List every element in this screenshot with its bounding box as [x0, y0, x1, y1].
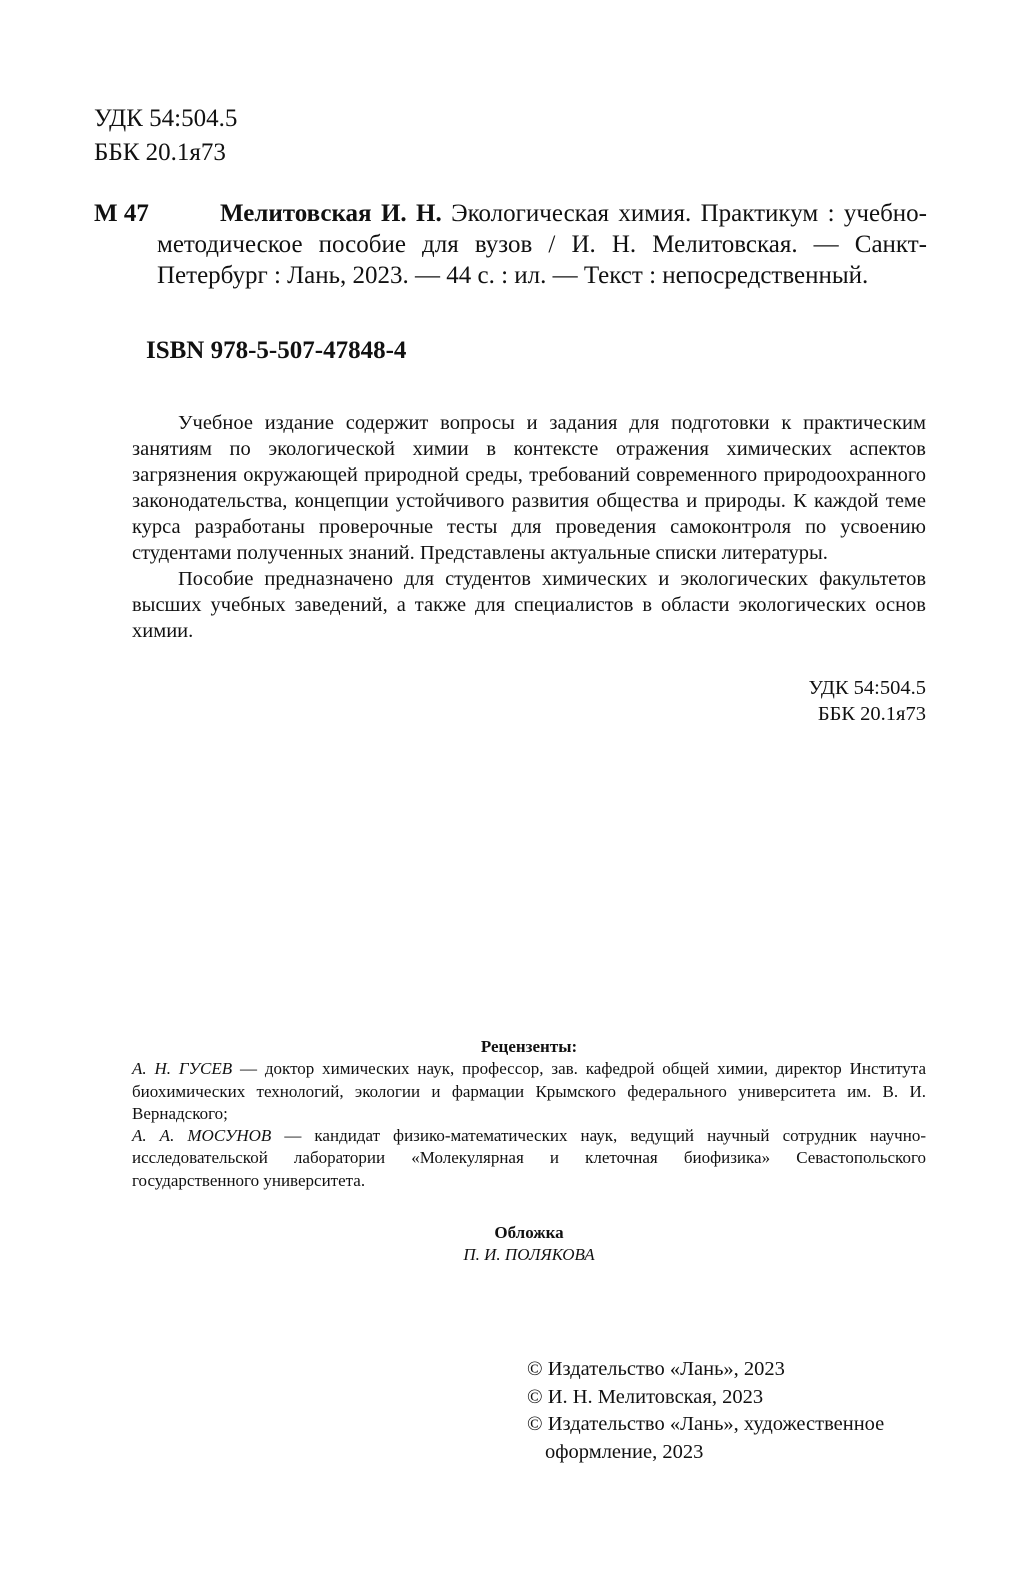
reviewer-credentials: — кандидат физико-математических наук, ведущий научный сотрудник научно-исследовательской лаборатории «Молекулярная и клеточная биофизика» Севастопольского государственного университета.	[132, 1126, 926, 1190]
copyright-line: © Издательство «Лань», 2023	[527, 1358, 785, 1380]
reviewer-name: А. Н. ГУСЕВ	[132, 1059, 233, 1079]
copyright-line: © И. Н. Мелитовская, 2023	[527, 1385, 764, 1408]
cover-credit	[132, 1222, 926, 1266]
cover-designer: П. И. ПОЛЯКОВА	[463, 1245, 595, 1264]
annotation-paragraph: Учебное издание содержит вопросы и задания для подготовки к практическим занятиям по экологической химии в контексте отражения химических аспектов загрязнения окружающей природной среды, требований современного природоохранного законодательства, концепции устойчивого развития общества и природы. К каждой теме курса разработаны проверочные тесты для проведения самоконтроля по усвоению студентами полученных знаний. Представлены актуальные списки литературы.	[132, 412, 926, 564]
author-mark: М 47	[94, 200, 149, 227]
reviewer-credentials: — доктор химических наук, профессор, зав. кафедрой общей химии, директор Института биохимических технологий, экологии и фармации Крымского федерального университета им. В. И. Вернадского;	[132, 1059, 926, 1123]
annotation	[132, 410, 926, 644]
reviewer-entry	[132, 1058, 926, 1125]
reviewer-entry	[132, 1125, 926, 1192]
copyright-block	[527, 1356, 927, 1466]
bbk-code: ББК 20.1я73	[817, 703, 926, 725]
udk-header-block	[94, 102, 237, 170]
copyright-line: © Издательство «Лань», художественное оформление, 2023	[527, 1413, 885, 1463]
reviewers-block	[132, 1036, 926, 1192]
description-text: Экологическая химия. Практикум : учебно-методическое пособие для вузов / И. Н. Мелитовская. — Санкт-Петербург : Лань, 2023. — 44 с. : ил. — Текст : непосредственный.	[157, 200, 927, 289]
catalog-entry	[94, 198, 927, 291]
bbk-code: ББК 20.1я73	[94, 139, 226, 166]
cover-heading: Обложка	[494, 1223, 564, 1242]
reviewers-heading: Рецензенты:	[480, 1037, 578, 1056]
bibliographic-description	[157, 198, 927, 291]
udk-footer-block	[600, 675, 926, 727]
udk-code: УДК 54:504.5	[94, 105, 238, 132]
udk-code: УДК 54:504.5	[808, 677, 926, 699]
reviewer-name: А. А. МОСУНОВ	[132, 1126, 272, 1146]
author-name: Мелитовская И. Н.	[220, 200, 442, 227]
isbn: ISBN 978-5-507-47848-4	[146, 337, 407, 364]
annotation-paragraph: Пособие предназначено для студентов химических и экологических факультетов высших учебных заведений, а также для специалистов в области экологических основ химии.	[132, 568, 926, 642]
